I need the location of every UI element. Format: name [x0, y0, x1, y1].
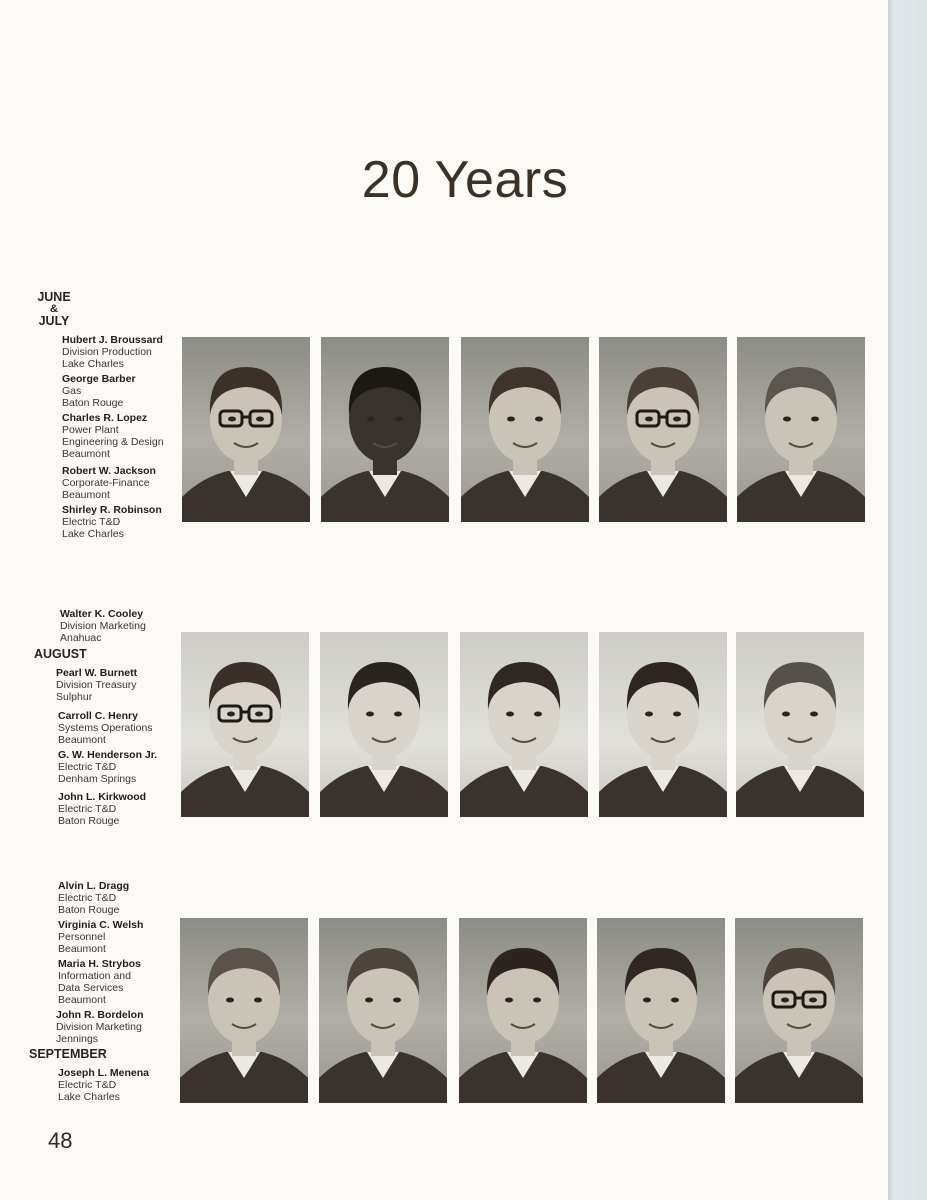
portrait-figure [181, 632, 309, 817]
employee-entry [60, 608, 146, 644]
portrait-figure [319, 918, 447, 1103]
portrait-figure [597, 918, 725, 1103]
portrait-photo [737, 337, 865, 522]
portrait-eye [394, 712, 402, 717]
portrait-photo [181, 632, 309, 817]
portrait-photo [319, 918, 447, 1103]
employee-department: Electric T&D [58, 892, 117, 904]
employee-entry [58, 749, 157, 785]
employee-location: Beaumont [58, 943, 106, 955]
employee-location: Denham Springs [58, 773, 137, 785]
portrait-eye [643, 998, 651, 1003]
employee-name: Hubert J. Broussard [62, 334, 163, 346]
portrait-eye [393, 998, 401, 1003]
employee-entry [56, 1009, 144, 1045]
employee-department: Electric T&D [58, 803, 117, 815]
portrait-photo [735, 918, 863, 1103]
employee-entry [62, 465, 156, 501]
portrait-figure [737, 337, 865, 522]
employee-name: Pearl W. Burnett [56, 667, 138, 679]
employee-location: Baton Rouge [58, 815, 120, 827]
portrait-figure [735, 918, 863, 1103]
employee-department: Gas [62, 385, 82, 397]
employee-entry [62, 334, 163, 370]
employee-name: George Barber [62, 373, 136, 385]
portrait-figure [460, 632, 588, 817]
portrait-figure [182, 337, 310, 522]
portrait-eye [673, 417, 681, 422]
page-edge [888, 0, 927, 1200]
employee-location: Lake Charles [62, 358, 124, 370]
portrait-photo [461, 337, 589, 522]
portrait-eye [809, 998, 817, 1003]
employee-name: Virginia C. Welsh [58, 919, 144, 931]
employee-location: Jennings [56, 1033, 99, 1045]
employee-department: Engineering & Design [62, 436, 164, 448]
employee-location: Beaumont [62, 489, 110, 501]
page-number: 48 [48, 1128, 73, 1153]
portrait-eye [365, 998, 373, 1003]
portrait-eye [534, 712, 542, 717]
employee-department: Data Services [58, 982, 124, 994]
employee-name: Walter K. Cooley [60, 608, 144, 620]
employee-entry [58, 958, 141, 1006]
employee-entry [62, 412, 164, 460]
portrait-eye [671, 998, 679, 1003]
page-title: 20 Years [361, 151, 569, 209]
portrait-eye [227, 712, 235, 717]
employee-name: Maria H. Strybos [58, 958, 141, 970]
employee-entry [58, 791, 146, 827]
portrait-figure [459, 918, 587, 1103]
employee-name: Joseph L. Menena [58, 1067, 150, 1079]
portrait-figure [461, 337, 589, 522]
employee-department: Power Plant [62, 424, 119, 436]
employee-department: Information and [58, 970, 131, 982]
employee-department: Division Marketing [60, 620, 146, 632]
employee-department: Electric T&D [62, 516, 121, 528]
portrait-figure [599, 337, 727, 522]
portrait-eye [367, 417, 375, 422]
employee-department: Personnel [58, 931, 106, 943]
portrait-photo [599, 632, 727, 817]
portrait-eye [645, 712, 653, 717]
portrait-eye [506, 712, 514, 717]
portrait-eye [783, 417, 791, 422]
portrait-photo [320, 632, 448, 817]
employee-department: Electric T&D [58, 761, 117, 773]
employee-entry [58, 880, 129, 916]
employee-name: John R. Bordelon [56, 1009, 144, 1021]
employee-location: Sulphur [56, 691, 93, 703]
portrait-photo [460, 632, 588, 817]
portrait-eye [256, 417, 264, 422]
employee-entry [56, 667, 137, 703]
portrait-eye [535, 417, 543, 422]
portrait-eye [645, 417, 653, 422]
portrait-eye [810, 712, 818, 717]
portrait-eye [507, 417, 515, 422]
portrait-photo [459, 918, 587, 1103]
employee-name: Charles R. Lopez [62, 412, 148, 424]
employee-name: Shirley R. Robinson [62, 504, 162, 516]
employee-entry [58, 919, 143, 955]
employee-entry [62, 373, 136, 409]
employee-department: Electric T&D [58, 1079, 117, 1091]
employee-location: Beaumont [58, 734, 106, 746]
month-september: SEPTEMBER [29, 1047, 107, 1061]
month-june-july [35, 291, 73, 327]
portrait-figure [599, 632, 727, 817]
portrait-eye [255, 712, 263, 717]
portrait-eye [505, 998, 513, 1003]
portrait-eye [782, 712, 790, 717]
portrait-eye [395, 417, 403, 422]
employee-name: Alvin L. Dragg [58, 880, 130, 892]
employee-department: Division Treasury [56, 679, 137, 691]
portrait-eye [673, 712, 681, 717]
portrait-photo [736, 632, 864, 817]
employee-entry [58, 1067, 149, 1103]
employee-department: Systems Operations [58, 722, 153, 734]
portrait-photo [182, 337, 310, 522]
employee-location: Beaumont [58, 994, 106, 1006]
employee-location: Anahuac [60, 632, 102, 644]
employee-name: John L. Kirkwood [58, 791, 147, 803]
portrait-figure [321, 337, 449, 522]
employee-entry [62, 504, 162, 540]
employee-department: Corporate-Finance [62, 477, 150, 489]
portrait-eye [228, 417, 236, 422]
employee-department: Division Production [62, 346, 152, 358]
portrait-eye [366, 712, 374, 717]
portrait-photo [599, 337, 727, 522]
portrait-photo [321, 337, 449, 522]
portrait-eye [811, 417, 819, 422]
employee-location: Beaumont [62, 448, 110, 460]
employee-name: G. W. Henderson Jr. [58, 749, 158, 761]
portrait-figure [180, 918, 308, 1103]
employee-name: Carroll C. Henry [58, 710, 138, 722]
portrait-photo [597, 918, 725, 1103]
portrait-figure [736, 632, 864, 817]
month-june: JUNE [37, 290, 71, 304]
employee-location: Lake Charles [62, 528, 124, 540]
portrait-eye [254, 998, 262, 1003]
portrait-figure [320, 632, 448, 817]
portrait-eye [533, 998, 541, 1003]
employee-department: Division Marketing [56, 1021, 142, 1033]
portrait-eye [781, 998, 789, 1003]
portrait-photo [180, 918, 308, 1103]
employee-location: Lake Charles [58, 1091, 120, 1103]
month-july: JULY [38, 314, 70, 328]
employee-location: Baton Rouge [62, 397, 124, 409]
month-ampersand: & [50, 303, 58, 315]
employee-name: Robert W. Jackson [62, 465, 156, 477]
portrait-eye [226, 998, 234, 1003]
month-august: AUGUST [34, 647, 87, 661]
employee-location: Baton Rouge [58, 904, 120, 916]
employee-entry [58, 710, 153, 746]
